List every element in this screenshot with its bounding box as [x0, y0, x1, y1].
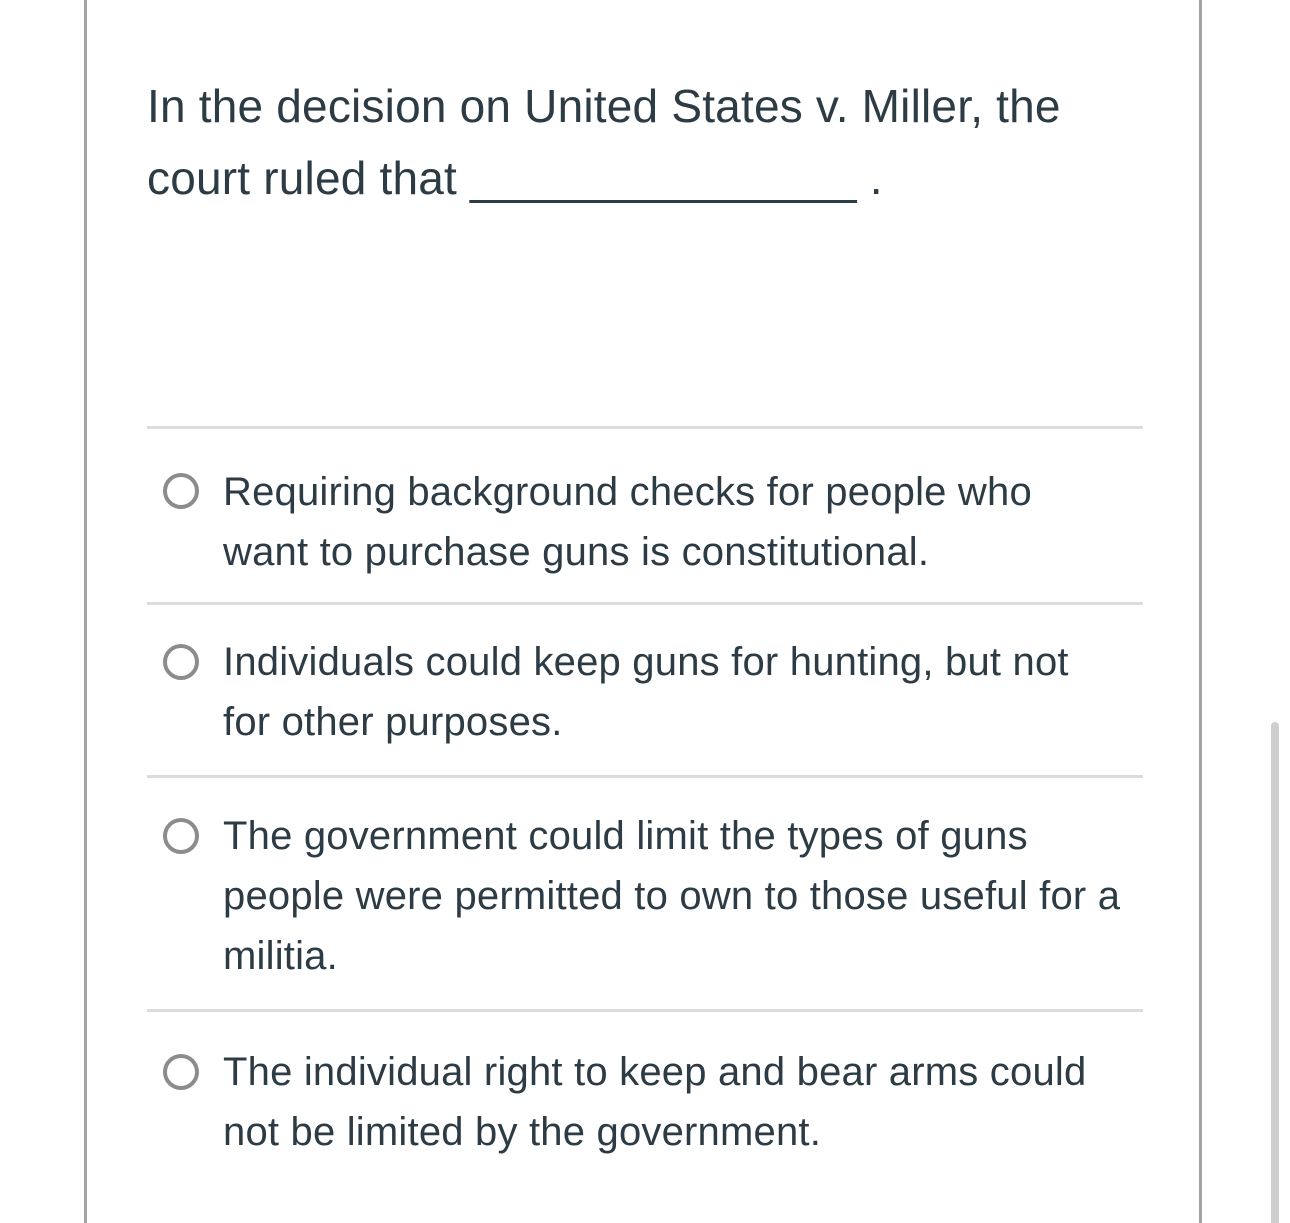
answer-blank: _______________ .: [470, 152, 883, 204]
choice-option-4[interactable]: [147, 1009, 1143, 1209]
scrollbar[interactable]: [1271, 722, 1279, 1223]
choice-option-3[interactable]: [147, 775, 1143, 1009]
choice-label: The individual right to keep and bear arms could not be limited by the government.: [223, 1050, 1087, 1154]
radio-button-icon[interactable]: [163, 1054, 199, 1090]
choice-option-2[interactable]: [147, 602, 1143, 775]
question-text: [147, 70, 1107, 214]
radio-button-icon[interactable]: [163, 818, 199, 854]
radio-button-icon[interactable]: [163, 644, 199, 680]
choice-label: Requiring background checks for people who want to purchase guns is constitutional.: [223, 470, 1032, 574]
choice-label: Individuals could keep guns for hunting, but not for other purposes.: [223, 640, 1069, 744]
question-prompt: In the decision on United States v. Miller, the court ruled that: [147, 80, 1061, 204]
choice-option-1[interactable]: [147, 426, 1143, 602]
radio-button-icon[interactable]: [163, 473, 199, 509]
choice-label: The government could limit the types of guns people were permitted to own to those useful for a militia.: [223, 814, 1121, 978]
answer-choices: [147, 426, 1143, 1209]
